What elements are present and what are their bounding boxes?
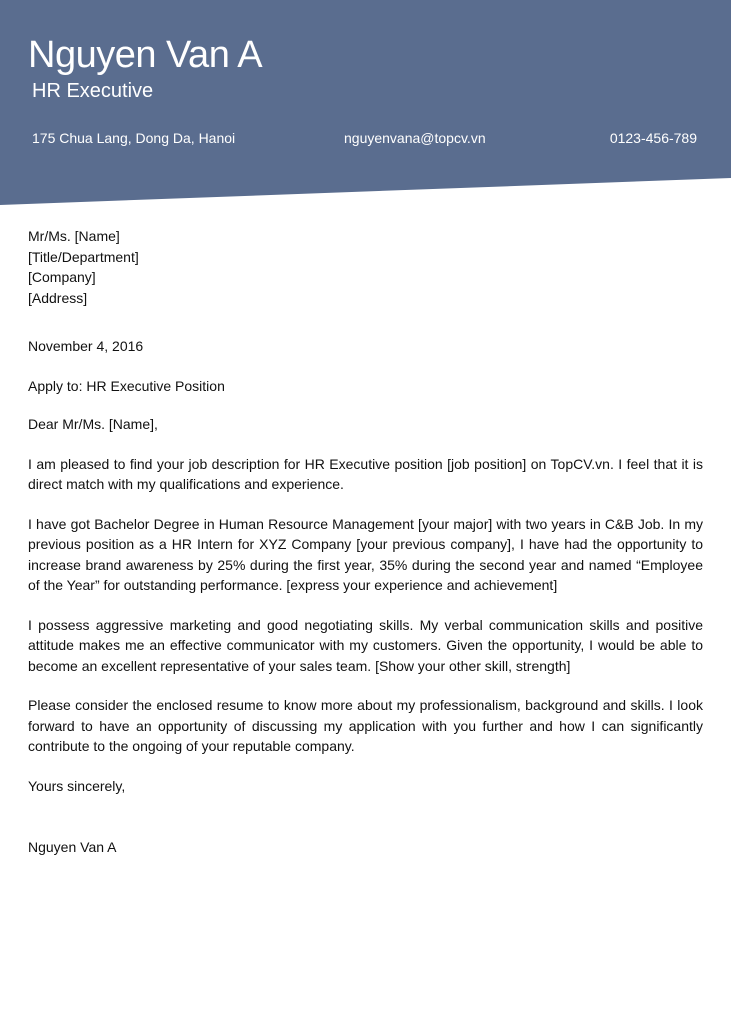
letter-salutation: Dear Mr/Ms. [Name], <box>28 416 158 432</box>
letter-subject: Apply to: HR Executive Position <box>28 377 225 394</box>
contact-address: 175 Chua Lang, Dong Da, Hanoi <box>32 130 236 146</box>
letter-closing: Yours sincerely, <box>28 777 126 794</box>
recipient-title-department: [Title/Department] <box>28 248 139 265</box>
recipient-address: [Address] <box>28 289 88 306</box>
body-paragraph-closing: Please consider the enclosed resume to know more about my professionalism, background and skills. I look forward to have an opportunity of discussing my application with you further and how I can significantly contribute to the ongoing of your reputable company. <box>28 697 703 754</box>
applicant-name: Nguyen Van A <box>28 34 263 76</box>
body-paragraph-experience: I have got Bachelor Degree in Human Resource Management [your major] with two years in C&B Job. In my previous position as a HR Intern for XYZ Company [your previous company], I have had the opportunity to increase brand awareness by 25% during the first year, 35% during the second year and named “Employee of the Year” for outstanding performance. [express your experience and achievement] <box>28 515 703 593</box>
letter-body <box>28 226 703 858</box>
letter-signature: Nguyen Van A <box>28 839 117 855</box>
recipient-company: [Company] <box>28 269 96 285</box>
recipient-name: Mr/Ms. [Name] <box>28 228 120 244</box>
contact-email: nguyenvana@topcv.vn <box>344 130 486 146</box>
body-paragraph-intro: I am pleased to find your job description for HR Executive position [job position] on TopCV.vn. I feel that it is direct match with my qualifications and experience. <box>28 455 703 492</box>
recipient-block <box>28 226 703 308</box>
letter-date: November 4, 2016 <box>28 338 144 354</box>
applicant-job-title: HR Executive <box>32 80 154 102</box>
body-paragraph-skills: I possess aggressive marketing and good negotiating skills. My verbal communication skills and positive attitude makes me an effective communicator with my customers. Given the opportunity, I would be able to become an excellent representative of your sales team. [Show your other skill, strength] <box>28 616 703 674</box>
contact-phone: 0123-456-789 <box>609 130 697 146</box>
